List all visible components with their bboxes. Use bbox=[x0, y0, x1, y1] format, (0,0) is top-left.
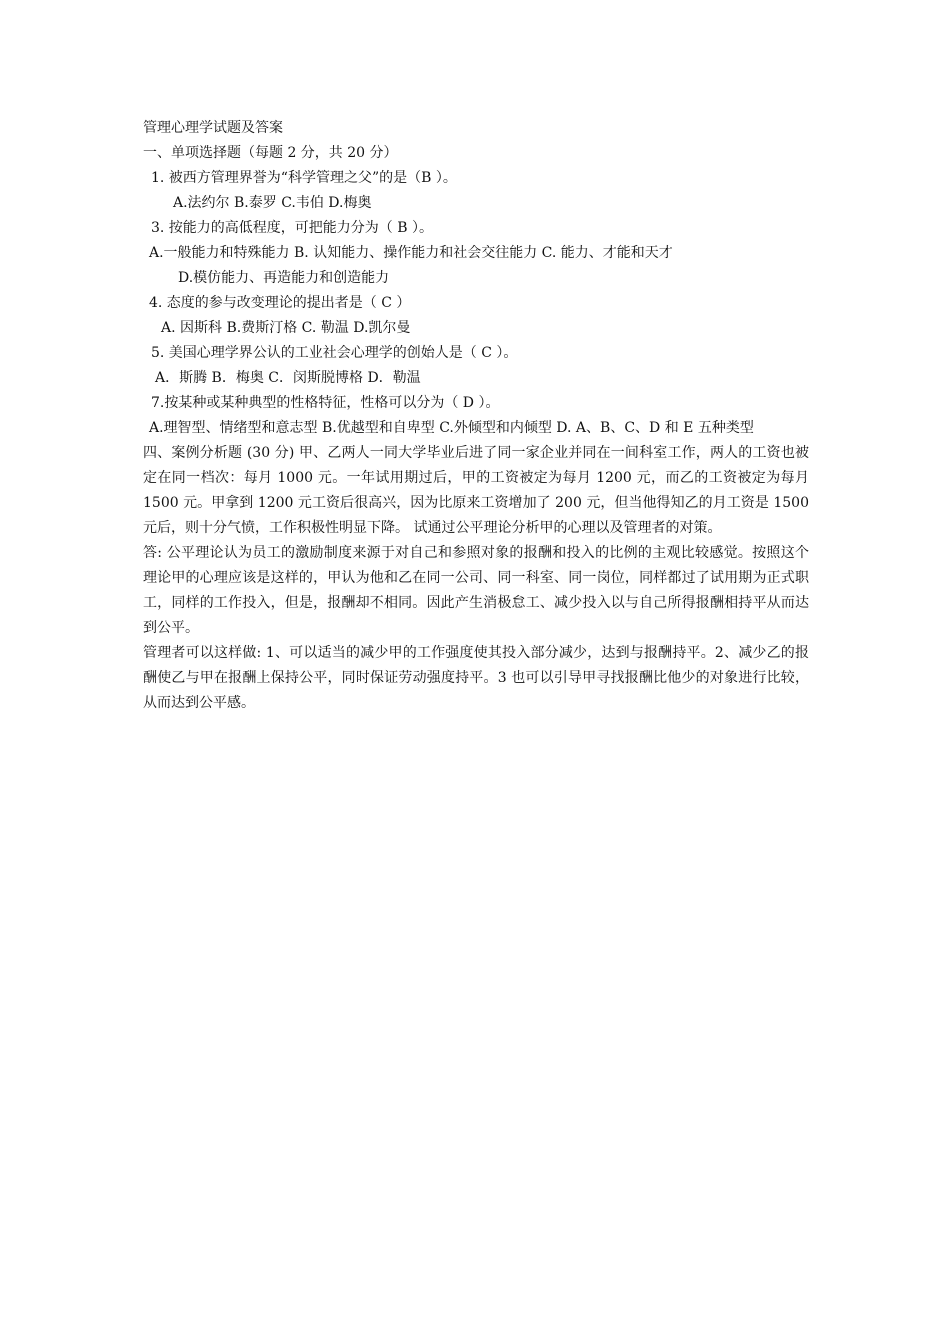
section-heading-single-choice: 一、单项选择题（每题 2 分，共 20 分） bbox=[143, 145, 398, 161]
question-5-options: A．斯腾 B．梅奥 C．闵斯脱博格 D．勒温 bbox=[155, 370, 421, 386]
question-1: 1. 被西方管理界誉为“科学管理之父”的是（B ）。 bbox=[151, 170, 457, 186]
manager-measures-paragraph: 管理者可以这样做: 1、可以适当的减少甲的工作强度使其投入部分减少，达到与报酬持平。2、减少乙的报酬使乙与甲在报酬上保持公平，同时保证劳动强度持平。3 也可以引导甲寻找报酬比他少的对象进行比较，从而达到公平感。 bbox=[143, 645, 809, 711]
question-3-options-continued: D.模仿能力、再造能力和创造能力 bbox=[178, 270, 390, 286]
question-7-options: A.理智型、情绪型和意志型 B.优越型和自卑型 C.外倾型和内倾型 D. A、B、C、D 和 E 五种类型 bbox=[149, 420, 754, 436]
answer-paragraph: 答: 公平理论认为员工的激励制度来源于对自己和参照对象的报酬和投入的比例的主观比较感觉。按照这个理论甲的心理应该是这样的，甲认为他和乙在同一公司、同一科室、同一岗位，同样都过了试用期为正式职工，同样的工作投入，但是，报酬却不相同。因此产生消极怠工、减少投入以与自己所得报酬相持平从而达到公平。 bbox=[143, 545, 809, 636]
document-page bbox=[143, 116, 809, 716]
question-4-options: A. 因斯科 B.费斯汀格 C. 勒温 D.凯尔曼 bbox=[161, 320, 411, 336]
question-7: 7.按某种或某种典型的性格特征，性格可以分为（ D ）。 bbox=[151, 395, 500, 411]
question-3: 3. 按能力的高低程度，可把能力分为（ B ）。 bbox=[151, 220, 433, 236]
question-4: 4. 态度的参与改变理论的提出者是（ C ） bbox=[149, 295, 411, 311]
question-1-options: A.法约尔 B.泰罗 C.韦伯 D.梅奥 bbox=[173, 195, 372, 211]
question-5: 5. 美国心理学界公认的工业社会心理学的创始人是（ C ）。 bbox=[151, 345, 518, 361]
case-analysis-section: 四、案例分析题 (30 分) 甲、乙两人一同大学毕业后进了同一家企业并同在一间科室工作，两人的工资也被定在同一档次：每月 1000 元。一年试用期过后，甲的工资被定为每月 1200 元，而乙的工资被定为每月 1500 元。甲拿到 1200 元工资后很高兴，因为比原来工资增加了 200 元，但当他得知乙的月工资是 1500 元后，则十分气愤，工作积极性明显下降。 试通过公平理论分析甲的心理以及管理者的对策。 bbox=[143, 445, 809, 536]
document-title: 管理心理学试题及答案 bbox=[143, 120, 283, 136]
question-3-options: A.一般能力和特殊能力 B. 认知能力、操作能力和社会交往能力 C. 能力、才能和天才 bbox=[149, 245, 673, 261]
